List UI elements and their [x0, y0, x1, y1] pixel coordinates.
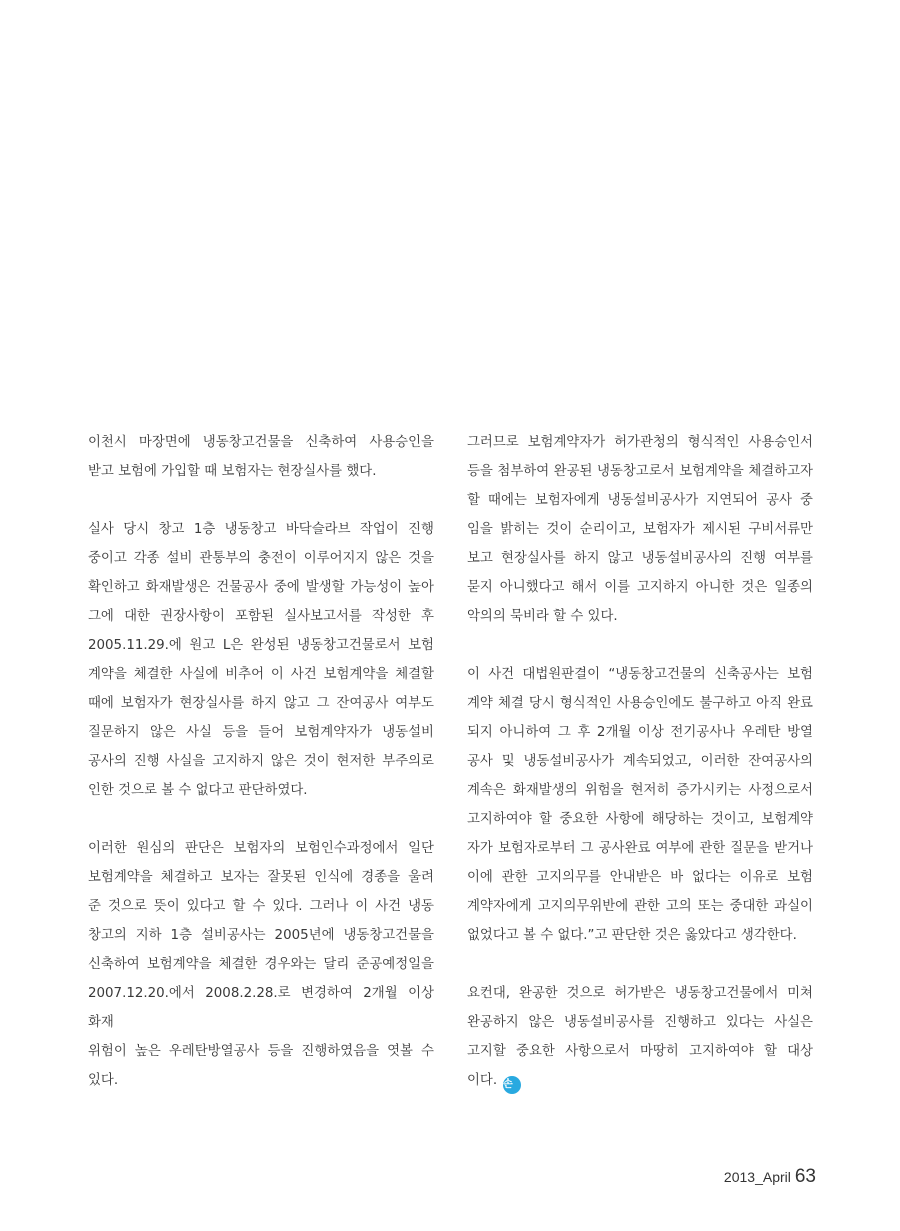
- body-paragraph: [88, 428, 434, 486]
- text-line: 자가 보험자로부터 그 공사완료 여부에 관한 질문을 받거나: [467, 841, 813, 856]
- text-line: 고지할 중요한 사항으로서 마땅히 고지하여야 할 대상: [467, 1044, 813, 1059]
- text-line: 계약을 체결한 사실에 비추어 이 사건 보험계약을 체결할: [88, 667, 434, 682]
- text-line: 공사 및 냉동설비공사가 계속되었고, 이러한 잔여공사의: [467, 754, 813, 769]
- text-line: 이러한 원심의 판단은 보험자의 보험인수과정에서 일단: [88, 841, 434, 856]
- text-line: 있다.: [88, 1073, 119, 1088]
- text-line: 묻지 아니했다고 해서 이를 고지하지 아니한 것은 일종의: [467, 580, 813, 595]
- text-line: 실사 당시 창고 1층 냉동창고 바닥슬라브 작업이 진행: [88, 522, 434, 537]
- text-line: 요컨대, 완공한 것으로 허가받은 냉동창고건물에서 미쳐: [467, 986, 813, 1001]
- body-paragraph: [88, 515, 434, 805]
- text-line: 이 사건 대법원판결이 “냉동창고건물의 신축공사는 보험: [467, 667, 813, 682]
- body-paragraph: [88, 834, 434, 1095]
- text-line: 그러므로 보험계약자가 허가관청의 형식적인 사용승인서: [467, 435, 813, 450]
- text-line: 계약 체결 당시 형식적인 사용승인에도 불구하고 아직 완료: [467, 696, 813, 711]
- text-line: 2007.12.20.에서 2008.2.28.로 변경하여 2개월 이상 화재: [88, 986, 434, 1030]
- text-line: 임을 밝히는 것이 순리이고, 보험자가 제시된 구비서류만: [467, 522, 813, 537]
- body-paragraph: [467, 428, 813, 631]
- text-line: [467, 1066, 813, 1095]
- text-line: 때에 보험자가 현장실사를 하지 않고 그 잔여공사 여부도: [88, 696, 434, 711]
- paragraph-gap: [88, 805, 434, 834]
- text-line: 위험이 높은 우레탄방열공사 등을 진행하였음을 엿볼 수: [88, 1044, 434, 1059]
- right-column: [467, 428, 813, 1095]
- page-footer: [724, 1166, 816, 1188]
- text-line: 계약자에게 고지의무위반에 관한 고의 또는 중대한 과실이: [467, 899, 813, 914]
- text-line: 계속은 화재발생의 위험을 현저히 증가시키는 사정으로서: [467, 783, 813, 798]
- text-line: 인한 것으로 볼 수 없다고 판단하였다.: [88, 783, 308, 798]
- text-line: 이에 관한 고지의무를 안내받은 바 없다는 이유로 보험: [467, 870, 813, 885]
- text-line: 되지 아니하여 그 후 2개월 이상 전기공사나 우레탄 방열: [467, 725, 813, 740]
- text-line: 없었다고 볼 수 없다.”고 판단한 것은 옳았다고 생각한다.: [467, 928, 797, 943]
- text-line: 받고 보험에 가입할 때 보험자는 현장실사를 했다.: [88, 464, 377, 479]
- issue-label: 2013_April: [723, 1169, 791, 1185]
- text-line: 할 때에는 보험자에게 냉동설비공사가 지연되어 공사 중: [467, 493, 813, 508]
- text-line: 중이고 각종 설비 관통부의 충전이 이루어지지 않은 것을: [88, 551, 434, 566]
- paragraph-gap: [467, 631, 813, 660]
- text-line: 악의의 묵비라 할 수 있다.: [467, 609, 618, 624]
- text-line: 보고 현장실사를 하지 않고 냉동설비공사의 진행 여부를: [467, 551, 813, 566]
- text-line: 질문하지 않은 사실 등을 들어 보험계약자가 냉동설비: [88, 725, 434, 740]
- end-of-article-mark-icon: 손: [503, 1076, 521, 1094]
- text-line: 창고의 지하 1층 설비공사는 2005년에 냉동창고건물을: [88, 928, 434, 943]
- left-column: [88, 428, 434, 1095]
- text-line: 공사의 진행 사실을 고지하지 않은 것이 현저한 부주의로: [88, 754, 434, 769]
- page-number: 63: [794, 1166, 816, 1187]
- text-line: 2005.11.29.에 원고 L은 완성된 냉동창고건물로서 보험: [88, 638, 434, 653]
- text-line: 고지하여야 할 중요한 사항에 해당하는 것이고, 보험계약: [467, 812, 813, 827]
- body-paragraph: [467, 979, 813, 1095]
- body-paragraph: [467, 660, 813, 950]
- text-line: 확인하고 화재발생은 건물공사 중에 발생할 가능성이 높아: [88, 580, 434, 595]
- text-line: 이천시 마장면에 냉동창고건물을 신축하여 사용승인을: [88, 435, 434, 450]
- paragraph-gap: [467, 950, 813, 979]
- text-line: 보험계약을 체결하고 보자는 잘못된 인식에 경종을 울려: [88, 870, 434, 885]
- text-line: 등을 첨부하여 완공된 냉동창고로서 보험계약을 체결하고자: [467, 464, 813, 479]
- text-line: 완공하지 않은 냉동설비공사를 진행하고 있다는 사실은: [467, 1015, 813, 1030]
- text-line: 준 것으로 뜻이 있다고 할 수 있다. 그러나 이 사건 냉동: [88, 899, 434, 914]
- text-line: 신축하여 보험계약을 체결한 경우와는 달리 준공예정일을: [88, 957, 434, 972]
- text-line: 그에 대한 권장사항이 포함된 실사보고서를 작성한 후: [88, 609, 434, 624]
- last-line-text: 이다.: [467, 1073, 498, 1088]
- paragraph-gap: [88, 486, 434, 515]
